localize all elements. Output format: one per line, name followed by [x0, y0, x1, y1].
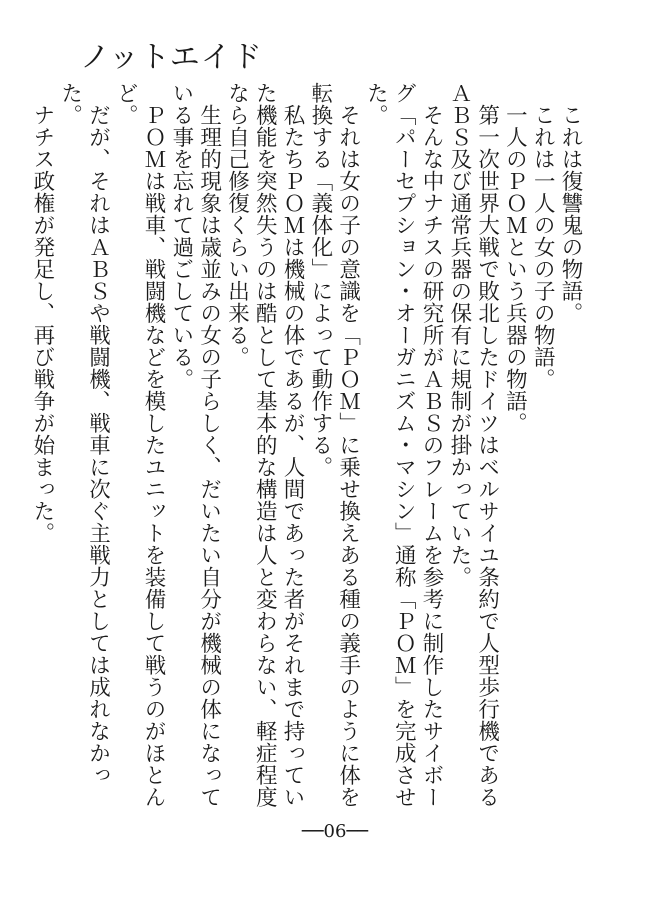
- paragraph: これは復讐鬼の物語。: [558, 103, 583, 324]
- paragraph: だが、それはＡＢＳや戦闘機、戦車に次ぐ主戦力としては成れなかった。: [57, 82, 111, 786]
- paragraph: 私たちＰＯＭは機械の体であるが、人間であった者がそれまで持っていた機能を突然失うのは酷として基本的な構造は人と変わらない、軽症程度なら自己修復くらい出来る。: [224, 82, 306, 808]
- page-number: ──06──: [301, 821, 369, 842]
- paragraph: 生理的現象は歳並みの女の子らしく、だいたい自分が機械の体になっている事を忘れて過ごしている。: [168, 82, 222, 808]
- paragraph: ＰＯＭは戦車、戦闘機などを模したユニットを装備して戦うのがほとんど。: [113, 82, 167, 808]
- page-title: ノットエイド: [80, 40, 263, 75]
- paragraph: 第一次世界大戦で敗北したドイツはベルサイユ条約で人型歩行機であるＡＢＳ及び通常兵器の保有に規制が掛かっていた。: [446, 82, 500, 808]
- body-text: [29, 82, 584, 812]
- paragraph: これは一人の女の子の物語。: [530, 103, 556, 390]
- paragraph: そんな中ナチスの研究所がＡＢＳのフレームを参考に制作したサイボーグ「パーセプション・オーガニズム・マシン」通称「ＰＯＭ」を完成させた。: [363, 82, 445, 808]
- paragraph: ナチス政権が発足し、再び戦争が始まった。: [29, 103, 55, 544]
- paragraph: 一人のＰＯＭという兵器の物語。: [502, 103, 528, 434]
- paragraph: それは女の子の意識を「ＰＯＭ」に乗せ換えある種の義手のように体を転換する「義体化」によって動作する。: [307, 82, 361, 808]
